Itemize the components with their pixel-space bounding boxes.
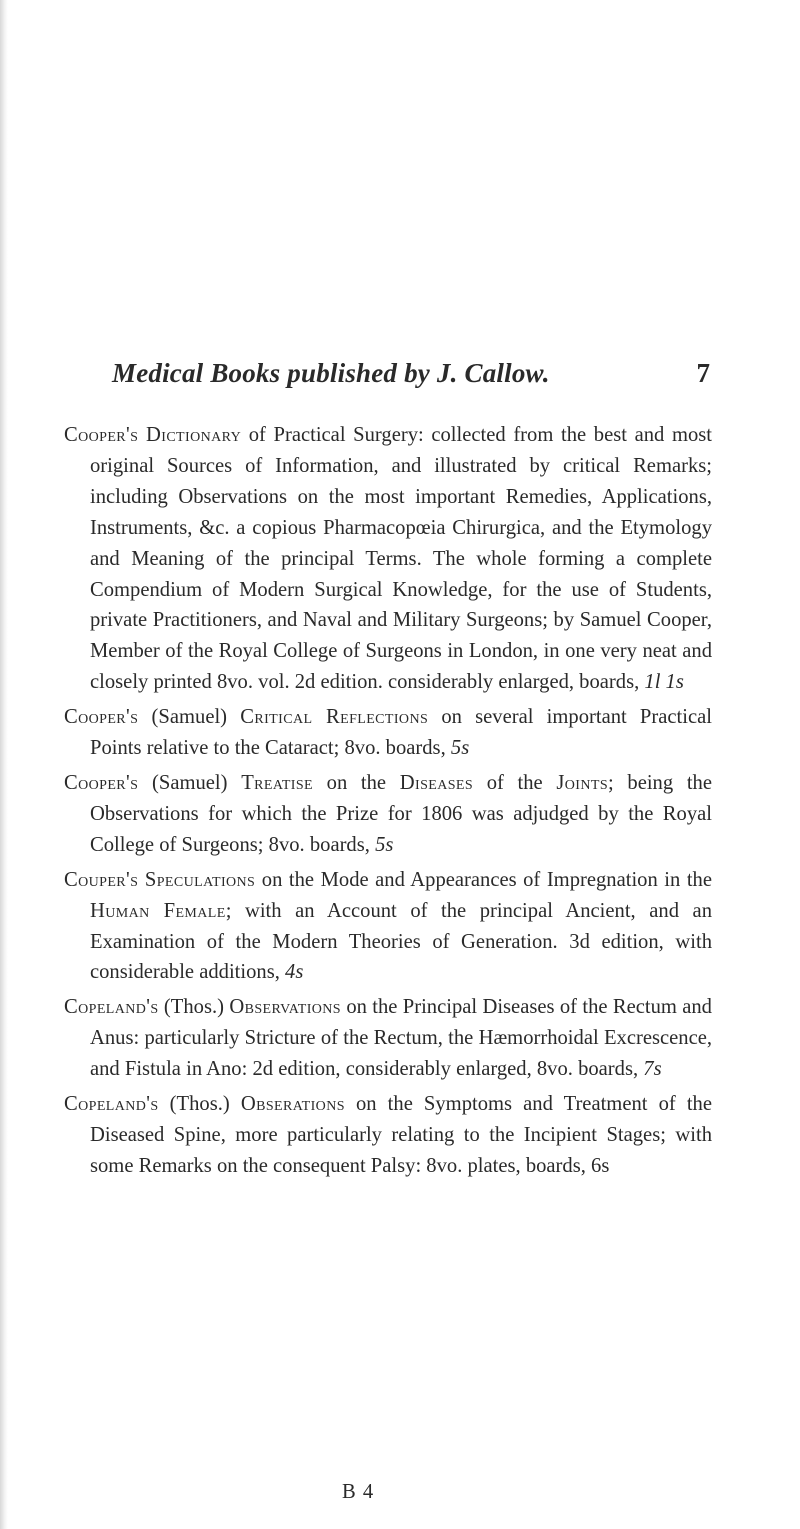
entry-title: Treatise xyxy=(241,771,313,794)
entry-price: 7s xyxy=(643,1058,662,1081)
list-item xyxy=(64,768,712,861)
entry-price: 1l 1s xyxy=(644,671,684,694)
page-edge xyxy=(0,0,8,1529)
entry-description-part: on the xyxy=(326,771,387,794)
entry-author: Cooper's xyxy=(64,424,139,446)
entry-title-part: Diseases xyxy=(399,771,474,794)
entry-description: ; being the Observations for which the Prize for 1806 was adjudged by the Royal College of Surgeons; 8vo. boards, xyxy=(90,771,712,856)
entry-author: Couper's xyxy=(64,868,139,891)
entry-title-part: Joints xyxy=(556,771,609,794)
entry-description: of Practical Surgery: collected from the best and most original Sources of Information, and illustrated by critical Remarks; including Observations on the most important Remedies, Applications, Instruments, &c. a copious Pharmacopœia Chirurgica, and the Etymology and Meaning of the principal Terms. The whole forming a complete Compendium of Modern Surgical Knowledge, for the use of Students, private Practitioners, and Naval and Military Surgeons; by Samuel Cooper, Member of the Royal College of Surgeons in London, in one very neat and closely printed 8vo. vol. 2d edition. considerably enlarged, boards, xyxy=(90,424,712,694)
list-item xyxy=(64,865,712,989)
entry-price: 5s xyxy=(375,833,394,856)
entry-author: Copeland's xyxy=(64,996,159,1019)
entry-title-part: Human Female xyxy=(90,899,226,922)
book-list xyxy=(64,420,712,1186)
entry-author: Cooper's xyxy=(64,706,139,729)
entry-description-part: of the xyxy=(486,771,543,794)
entry-description-part: on the Mode and Appearances of Impregnation in the xyxy=(261,868,712,891)
list-item xyxy=(64,992,712,1085)
entry-author-extra: (Thos.) xyxy=(169,1093,230,1116)
entry-description: on the Symptoms and Treatment of the Diseased Spine, more particularly relating to the Incipient Stages; with some Remarks on the consequent Palsy: 8vo. plates, boards, xyxy=(90,1093,712,1177)
header-title: Medical Books published by J. Callow. xyxy=(112,358,550,388)
entry-description: ; with an Account of the principal Ancient, and an Examination of the Modern Theories of Generation. 3d edition, with considerable additions, xyxy=(90,899,712,984)
entry-title: Dictionary xyxy=(145,424,242,446)
entry-price: 6s xyxy=(591,1154,610,1177)
page-number: 7 xyxy=(696,358,710,388)
entry-title: Observations xyxy=(229,996,341,1019)
entry-author: Copeland's xyxy=(64,1093,159,1116)
list-item xyxy=(64,420,712,698)
entry-description: on several important Practical Points relative to the Cataract; 8vo. boards, xyxy=(90,706,712,760)
entry-title: Critical Reflections xyxy=(240,706,429,729)
entry-price: 4s xyxy=(285,961,304,984)
entry-author-extra: (Samuel) xyxy=(151,706,228,729)
list-item xyxy=(64,702,712,764)
entry-author: Cooper's xyxy=(64,771,139,794)
entry-title: Speculations xyxy=(144,868,256,891)
running-header xyxy=(112,358,710,394)
list-item xyxy=(64,1089,712,1182)
entry-author-extra: (Thos.) xyxy=(163,996,224,1019)
entry-author-extra: (Samuel) xyxy=(152,771,228,794)
entry-title: Obserations xyxy=(240,1093,345,1116)
entry-description: on the Principal Diseases of the Rectum and Anus: particularly Stricture of the Rectum, the Hæmorrhoidal Excrescence, and Fistula in Ano: 2d edition, considerably enlarged, 8vo. boards, xyxy=(90,996,712,1081)
signature-mark: B 4 xyxy=(342,1481,375,1503)
entry-price: 5s xyxy=(450,737,470,760)
